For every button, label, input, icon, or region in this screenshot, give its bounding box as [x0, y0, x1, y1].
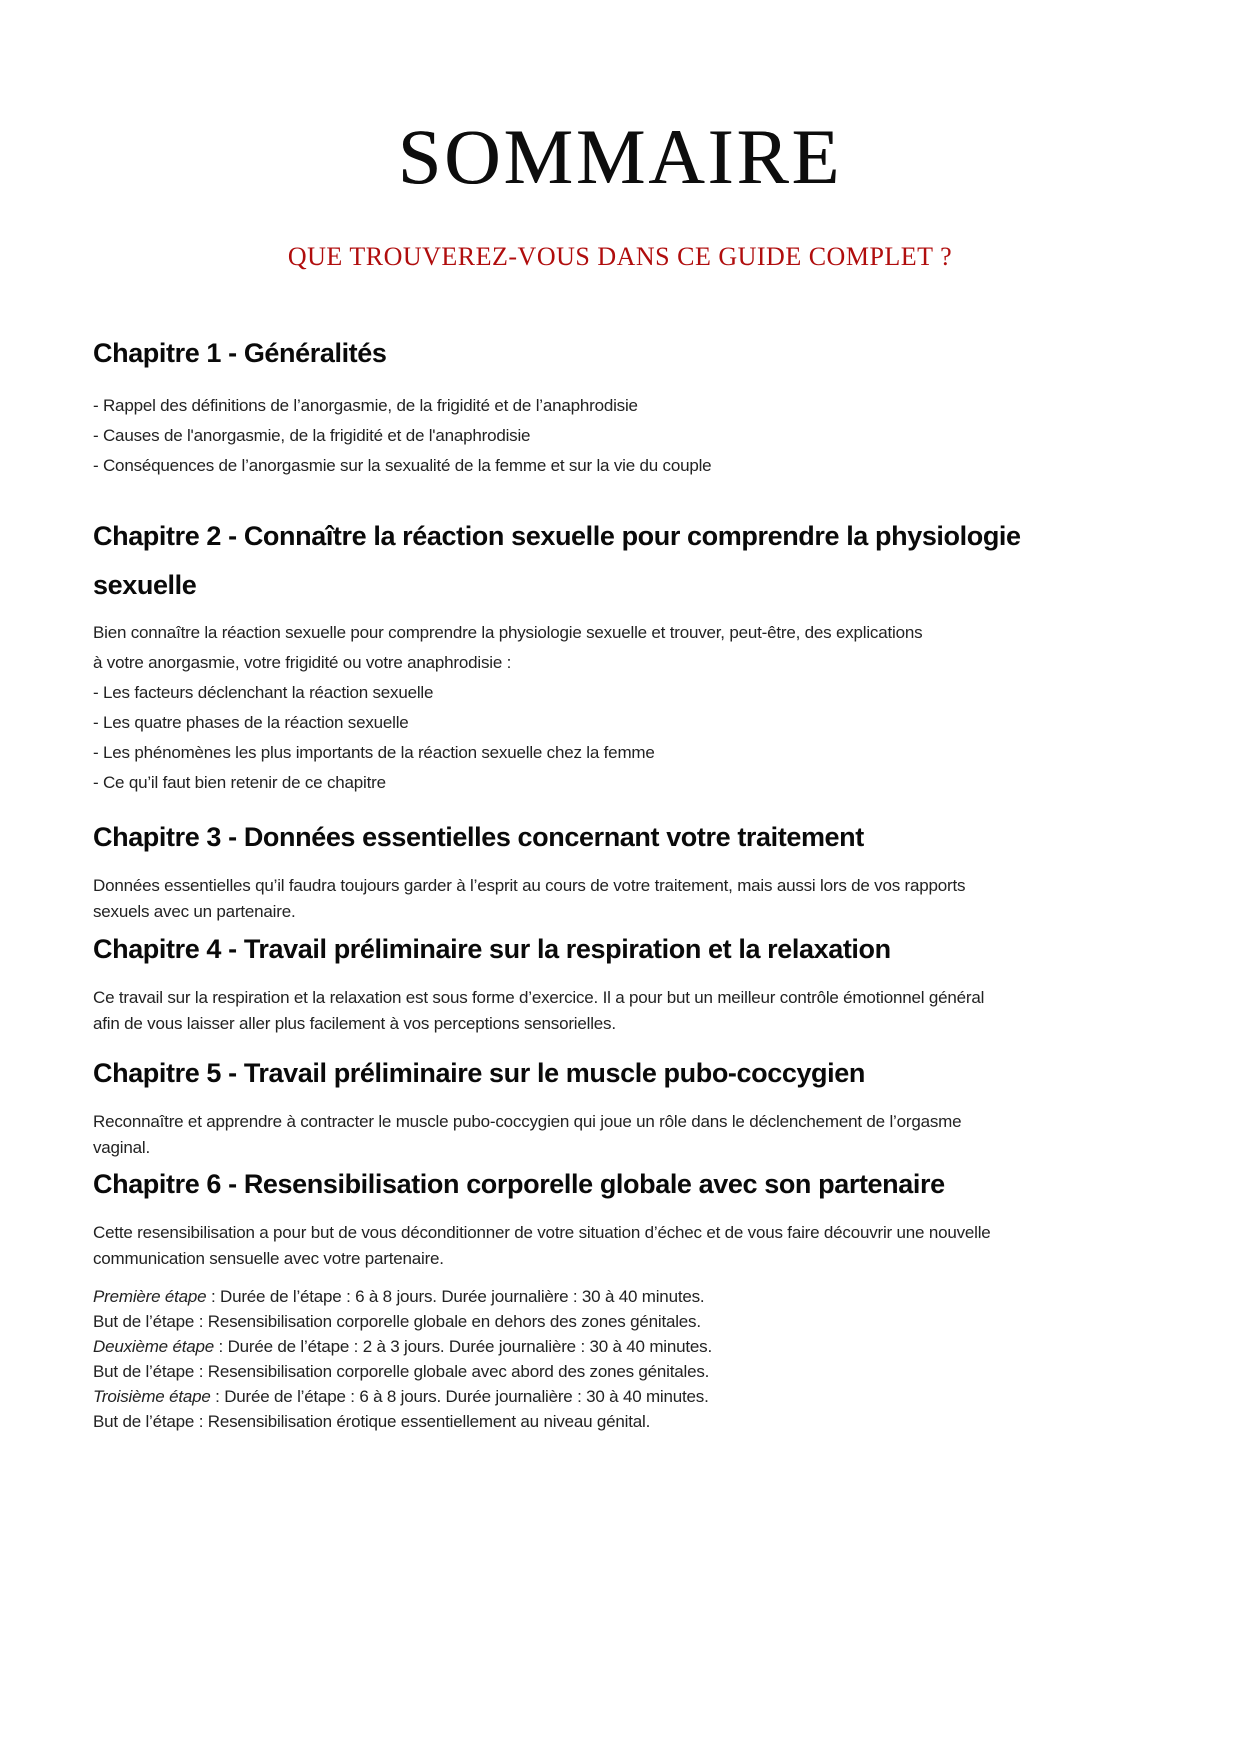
chapter-body — [93, 1220, 1153, 1272]
list-item: - Causes de l'anorgasmie, de la frigidité et de l'anaphrodisie — [93, 426, 531, 445]
paragraph-line: sexuels avec un partenaire. — [93, 902, 296, 921]
step-item — [93, 1334, 1153, 1359]
page-title: SOMMAIRE — [397, 113, 843, 200]
step-name: Première étape — [93, 1287, 207, 1306]
chapter-6 — [93, 1169, 1153, 1434]
paragraph-line: Reconnaître et apprendre à contracter le muscle pubo-coccygien qui joue un rôle dans le déclenchement de l’orgasme — [93, 1112, 962, 1131]
chapter-title: Chapitre 1 - Généralités — [93, 338, 387, 368]
chapter-1 — [93, 338, 1153, 481]
chapter-3 — [93, 822, 1153, 925]
chapter-title: Chapitre 5 - Travail préliminaire sur le muscle pubo-coccygien — [93, 1058, 865, 1088]
chapter-4 — [93, 934, 1153, 1037]
chapter-title: Chapitre 4 - Travail préliminaire sur la respiration et la relaxation — [93, 934, 891, 964]
chapter-body — [93, 873, 1153, 925]
paragraph-line: afin de vous laisser aller plus facilement à vos perceptions sensorielles. — [93, 1014, 616, 1033]
list-item: - Les facteurs déclenchant la réaction sexuelle — [93, 683, 434, 702]
list-item: - Conséquences de l’anorgasmie sur la sexualité de la femme et sur la vie du couple — [93, 456, 712, 475]
paragraph-line: Données essentielles qu’il faudra toujours garder à l’esprit au cours de votre traitement, mais aussi lors de vos rapports — [93, 876, 966, 895]
step-goal: But de l’étape : Resensibilisation corporelle globale avec abord des zones génitales. — [93, 1362, 710, 1381]
chapter-5 — [93, 1058, 1153, 1161]
chapter-title — [93, 512, 1153, 610]
page-subtitle: QUE TROUVEREZ-VOUS DANS CE GUIDE COMPLET ? — [287, 242, 953, 271]
list-item: - Ce qu’il faut bien retenir de ce chapitre — [93, 773, 386, 792]
chapter-title: Chapitre 3 - Données essentielles concernant votre traitement — [93, 822, 864, 852]
step-name: Deuxième étape — [93, 1337, 214, 1356]
paragraph-line: vaginal. — [93, 1138, 150, 1157]
chapter-body — [93, 985, 1153, 1037]
chapter-body — [93, 618, 1153, 798]
step-details: : Durée de l’étape : 6 à 8 jours. Durée journalière : 30 à 40 minutes. — [206, 1287, 705, 1306]
chapter-body — [93, 1109, 1153, 1161]
list-item: - Les phénomènes les plus importants de la réaction sexuelle chez la femme — [93, 743, 655, 762]
chapter-title-line: Chapitre 2 - Connaître la réaction sexuelle pour comprendre la physiologie — [93, 521, 1021, 551]
paragraph-line: Cette resensibilisation a pour but de vous déconditionner de votre situation d’échec et de vous faire découvrir une nouvelle — [93, 1223, 991, 1242]
step-details: : Durée de l’étape : 6 à 8 jours. Durée journalière : 30 à 40 minutes. — [210, 1387, 709, 1406]
step-name: Troisième étape — [93, 1387, 211, 1406]
list-item: - Rappel des définitions de l’anorgasmie, de la frigidité et de l’anaphrodisie — [93, 396, 638, 415]
step-goal: But de l’étape : Resensibilisation érotique essentiellement au niveau génital. — [93, 1412, 651, 1431]
list-item: - Les quatre phases de la réaction sexuelle — [93, 713, 409, 732]
steps-list — [93, 1284, 1153, 1434]
paragraph-line: à votre anorgasmie, votre frigidité ou votre anaphrodisie : — [93, 653, 512, 672]
step-goal: But de l’étape : Resensibilisation corporelle globale en dehors des zones génitales. — [93, 1312, 701, 1331]
chapter-2 — [93, 512, 1153, 798]
chapter-title-line: sexuelle — [93, 570, 197, 600]
paragraph-line: communication sensuelle avec votre partenaire. — [93, 1249, 444, 1268]
paragraph-line: Bien connaître la réaction sexuelle pour comprendre la physiologie sexuelle et trouver, peut-être, des explications — [93, 623, 923, 642]
step-item — [93, 1384, 1153, 1409]
paragraph-line: Ce travail sur la respiration et la relaxation est sous forme d’exercice. Il a pour but un meilleur contrôle émotionnel général — [93, 988, 985, 1007]
chapter-body — [93, 391, 1153, 481]
chapter-title: Chapitre 6 - Resensibilisation corporelle globale avec son partenaire — [93, 1169, 945, 1199]
step-item — [93, 1284, 1153, 1309]
step-details: : Durée de l’étape : 2 à 3 jours. Durée journalière : 30 à 40 minutes. — [214, 1337, 712, 1356]
